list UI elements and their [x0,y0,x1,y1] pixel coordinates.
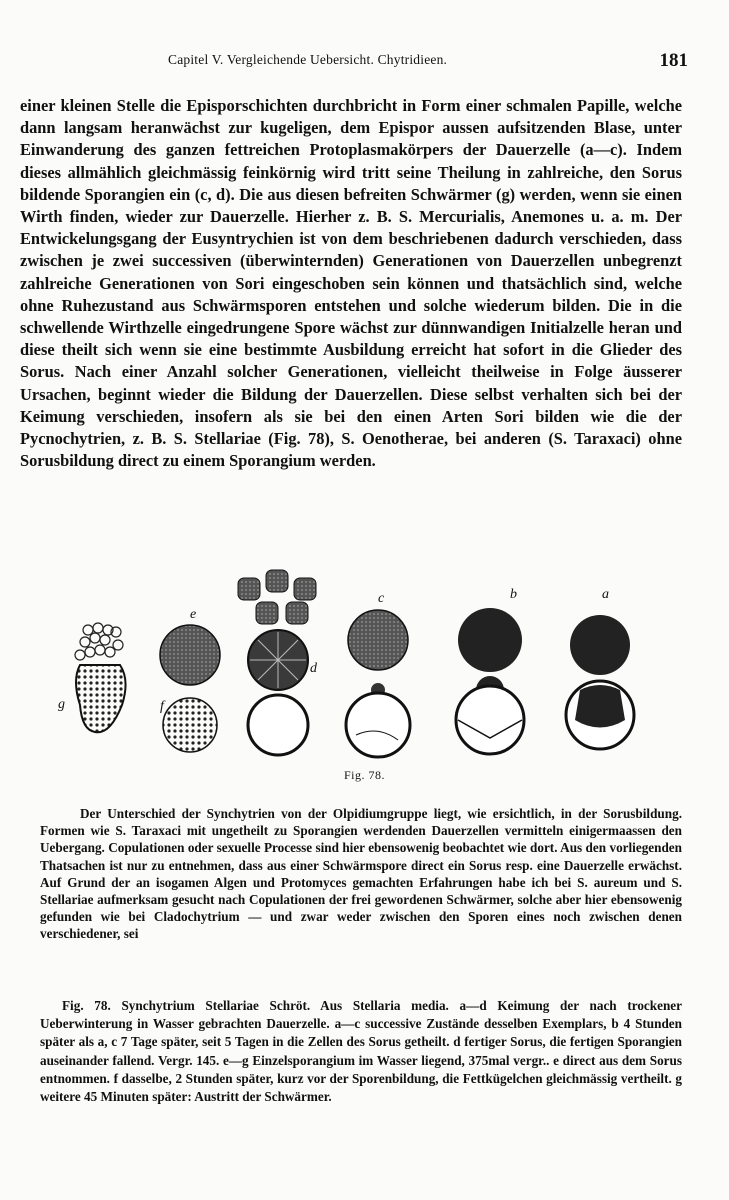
main-text [20,95,682,472]
label-b: b [510,587,517,602]
label-c: c [378,591,385,606]
figure-caption [40,997,682,1106]
cell-f [160,698,217,752]
caption-paragraph: Fig. 78. Synchytrium Stellariae Schröt. Aus Stellaria media. a—d Keimung der nach trockener Ueberwinterung in Wasser gebrachten Dauerzelle. a—c successive Zustände desselben Exemplars, b 4 Stunden später als a, c 7 Tage später, seit 5 Tagen in die Zellen des Sorus getheilt. d fertiger Sorus, die fertigen Sporangien auseinander fallend. Vergr. 145. e—g Einzelsporangium im Wasser liegend, 375mal vergr.. e direct aus dem Sorus entnommen. f dasselbe, 2 Stunden später, kurz vor der Sporenbildung, die Fettkügelchen gleichmässig vertheilt. g weitere 45 Minuten später: Austritt der Schwärmer. [40,998,682,1105]
label-f: f [160,699,164,714]
cell-a [566,587,634,749]
small-print-text [40,805,682,943]
cell-d [238,570,318,755]
cell-e [160,607,220,685]
page-number: 181 [659,50,688,71]
small-paragraph: Der Unterschied der Synchytrien von der Olpidiumgruppe liegt, wie ersichtlich, in der Sorusbildung. Formen wie S. Taraxaci mit ungetheilt zu Sporangien werdenden Dauerzellen vermitteln einigermaassen den Uebergang. Copulationen oder sexuelle Processe sind hier ebensowenig beobachtet wie dort. Aus den vorliegenden Thatsachen ist nur zu entnehmen, dass aus einer Schwärmspore direct ein Sorus resp. eine Dauerzelle erwächst. Auf Grund der an isogamen Algen und Protomyces gemachten Erfahrungen habe ich bei S. aureum und S. Stellariae aufmerksam gesucht nach Copulationen der frei gewordenen Schwärmer, solche aber hier ebensowenig gefunden wie bei Cladochytrium — und zwar weder zwischen den Sporen eines noch zwischen denen verschiedener, sei [40,806,682,942]
label-d: d [310,661,317,676]
label-a: a [602,587,609,602]
label-g: g [58,697,65,712]
running-header [168,52,688,76]
cell-g [58,623,126,732]
cell-b [456,587,524,754]
figure-78 [40,560,690,785]
figure-label: Fig. 78. [343,768,385,782]
running-title: Capitel V. Vergleichende Uebersicht. Chytridieen. [168,52,448,67]
figure-illustration [40,560,690,785]
cell-c [346,591,410,757]
label-e: e [190,607,197,622]
body-paragraph: einer kleinen Stelle die Episporschichten durchbricht in Form einer schmalen Papille, welche dann langsam heranwächst zur kugeligen, dem Epispor aussen aufsitzenden Blase, unter Einwanderung des ganzen fettreichen Protoplasmakörpers der Dauerzelle (a—c). Indem dieses allmählich gleichmässig feinkörnig wird tritt seine Theilung in zahlreiche, den Sorus bildende Sporangien ein (c, d). Die aus diesen befreiten Schwärmer (g) werden, wenn sie einen Wirth finden, wieder zur Dauerzelle. Hierher z. B. S. Mercurialis, Anemones u. a. m. Der Entwickelungsgang der Eusyntrychien ist von dem beschriebenen dadurch verschieden, dass zwischen je zwei successiven (überwinternden) Generationen von Dauerzellen unbegrenzt zahlreiche Generationen von Sori eingeschoben sein können und thatsächlich sind, welche ohne Ruhezustand aus Schwärmsporen entstehen und solche wiederum bilden. Die in die schwellende Wirthzelle eingedrungene Spore wächst zur dünnwandigen Initialzelle heran und diese theilt sich wenn sie eine bestimmte Ausbildung erreicht hat sofort in die Glieder des Sorus. Nach einer Anzahl solcher Generationen, vielleicht theilweise in Folge äusserer Ursachen, beginnt wieder die Bildung der Dauerzellen. Diese selbst verhalten sich bei der Keimung verschieden, insofern als sie bei den einen Arten Sori bilden wie die der Pycnochytrien, z. B. S. Stellariae (Fig. 78), S. Oenotherae, bei anderen (S. Taraxaci) ohne Sorusbildung direct zu einem Sporangium werden. [20,96,682,471]
